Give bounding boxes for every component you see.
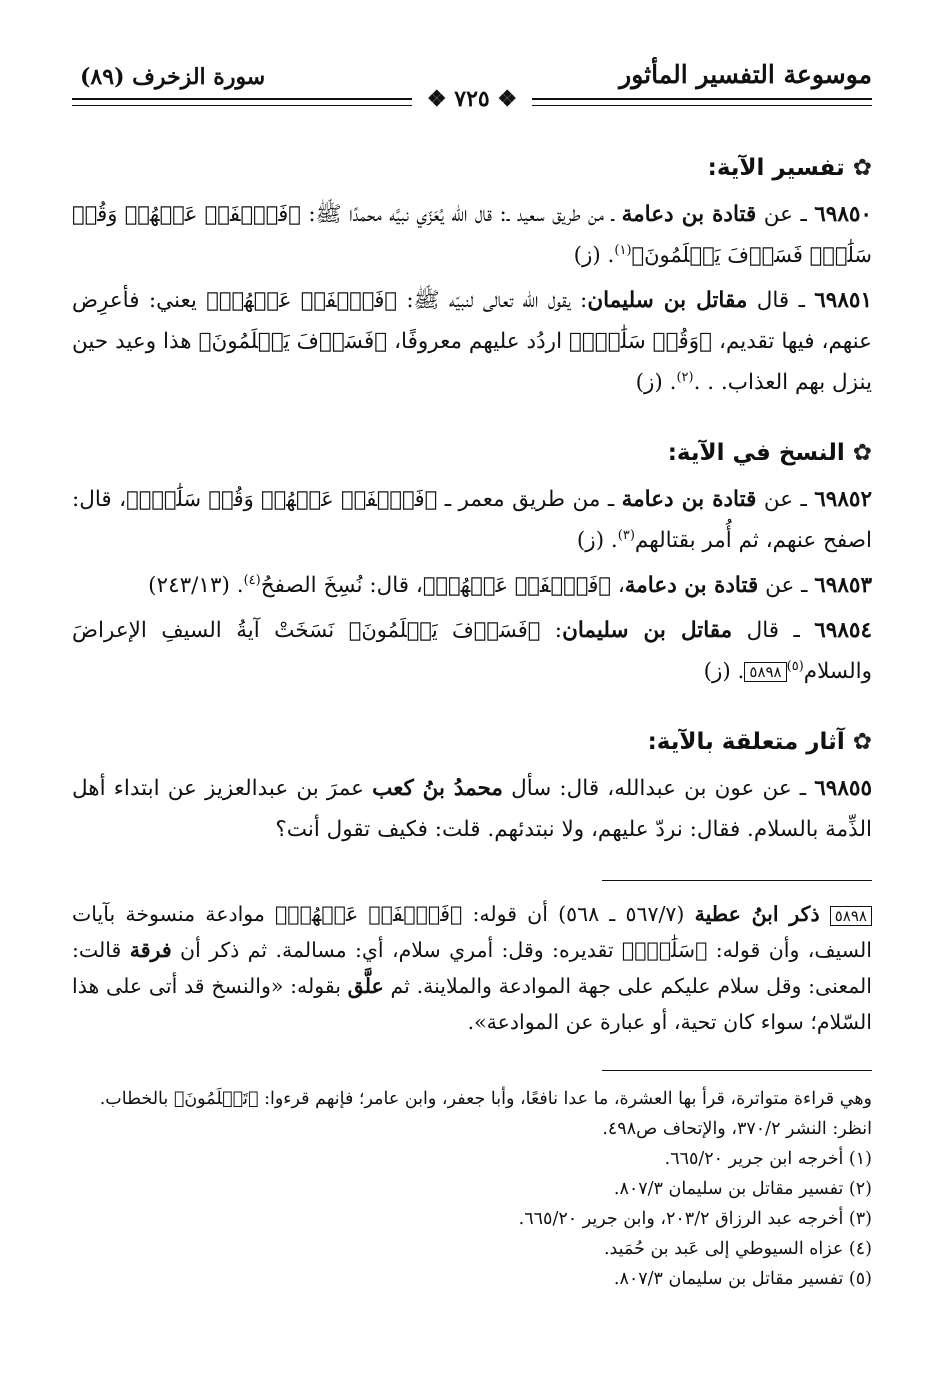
athar-paragraph: ٦٩٨٥٢ ـ عن قتادة بن دعامة ـ من طريق معمر ـ ﴿فَٱصۡفَحۡ عَنۡهُمۡ وَقُلۡ سَلَٰمٞۚ﴾، قال: اصفح عنهم، ثم أُمر بقتالهم$^{(٣)}$. (ز): [72, 487, 872, 553]
section-heading: ✿تفسير الآية:: [707, 155, 872, 181]
page-number: ❖ ٧٢٥ ❖: [426, 86, 518, 112]
note-reference-box: ٥٨٩٨: [744, 662, 786, 682]
flower-icon: ✿: [852, 155, 872, 181]
note-number-box: ٥٨٩٨: [830, 906, 872, 926]
flower-icon: ✿: [852, 729, 872, 755]
athar-paragraph: ٦٩٨٥١ ـ قال مقاتل بن سليمان: يقول الله تعالى لنبيّه ﷺ: ﴿فَٱصۡفَحۡ عَنۡهُمۡ﴾ يعني: فأعرِض عنهم، فيها تقديم، ﴿وَقُلۡ سَلَٰمٞۚ﴾ اردُد عليهم معروفًا، ﴿فَسَوۡفَ يَعۡلَمُونَ﴾ هذا وعيد حين ينزل بهم العذاب. . .$^{(٢)}$. (ز): [72, 288, 872, 395]
athar-paragraph: ٦٩٨٥٣ ـ عن قتادة بن دعامة، ﴿فَٱصۡفَحۡ عَنۡهُمۡ﴾، قال: نُسِخَ الصفحُ$^{(٤)}$. (٢٤٣/١٣): [148, 572, 872, 598]
editor-note: ٥٨٩٨ ذكر ابنُ عطية (٥٦٧/٧ ـ ٥٦٨) أن قوله: ﴿فَٱصۡفَحۡ عَنۡهُمۡ﴾ موادعة منسوخة بآيات السيف، وأن قوله: ﴿سَلَٰمٞۚ﴾ تقديره: وقل: أمري سلام، أي: مسالمة. ثم ذكر أن فرقة قالت: المعنى: وقل سلام عليكم على جهة الموادعة والملاينة. ثم علَّق بقوله: «والنسخ قد أتى على هذا السّلام؛ سواء كان تحية، أو عبارة عن الموادعة».: [72, 902, 872, 1034]
section-heading: ✿النسخ في الآية:: [667, 440, 872, 466]
surah-label: سورة الزخرف (٨٩): [80, 64, 266, 90]
athar-paragraph: ٦٩٨٥٥ ـ عن عون بن عبدالله، قال: سأل محمدُ بنُ كعب عمرَ بن عبدالعزيز عن ابتداء أهل الذِّمة بالسلام. فقال: نردّ عليهم، ولا نبتدئهم. قلت: فكيف تقول أنت؟: [72, 776, 872, 842]
footnote-divider: [602, 1070, 872, 1071]
footnotes: [72, 1084, 872, 1294]
header-rule-right: [532, 98, 872, 106]
note-divider: [602, 880, 872, 881]
header-rule-left: [72, 98, 412, 106]
footnote: (٣) أخرجه عبد الرزاق ٢٠٣/٢، وابن جرير ٦٦٥/٢٠.: [518, 1209, 872, 1229]
footnote: (٢) تفسير مقاتل بن سليمان ٨٠٧/٣.: [613, 1179, 872, 1199]
main-text: [72, 140, 872, 854]
footnote: (٤) عزاه السيوطي إلى عَبد بن حُمَيد.: [603, 1239, 872, 1259]
section-heading: ✿آثار متعلقة بالآية:: [647, 729, 872, 755]
book-title: موسوعة التفسير المأثور: [619, 60, 872, 89]
footnote: (٥) تفسير مقاتل بن سليمان ٨٠٧/٣.: [613, 1269, 872, 1289]
footnote: وهي قراءة متواترة، قرأ بها العشرة، ما عدا نافعًا، وأبا جعفر، وابن عامر؛ فإنهم قرءوا: ﴿تَعۡلَمُونَ﴾ بالخطاب. انظر: النشر ٣٧٠/٢، والإتحاف ص٤٩٨.: [99, 1089, 872, 1139]
athar-paragraph: ٦٩٨٥٠ ـ عن قتادة بن دعامة ـ من طريق سعيد ـ: قال الله يُعَزّي نبيَّه محمدًا ﷺ: ﴿فَٱصۡفَحۡ عَنۡهُمۡ وَقُلۡ سَلَٰمٞۚ فَسَوۡفَ يَعۡلَمُونَ﴾$^{(١)}$. (ز): [72, 202, 872, 268]
flower-icon: ✿: [852, 440, 872, 466]
footnote: (١) أخرجه ابن جرير ٦٦٥/٢٠.: [664, 1149, 872, 1169]
athar-paragraph: ٦٩٨٥٤ ـ قال مقاتل بن سليمان: ﴿فَسَوۡفَ يَعۡلَمُونَ﴾ نَسَخَتْ آيةُ السيفِ الإعراضَ والسلام$^{(٥)}$٥٨٩٨. (ز): [72, 618, 872, 684]
